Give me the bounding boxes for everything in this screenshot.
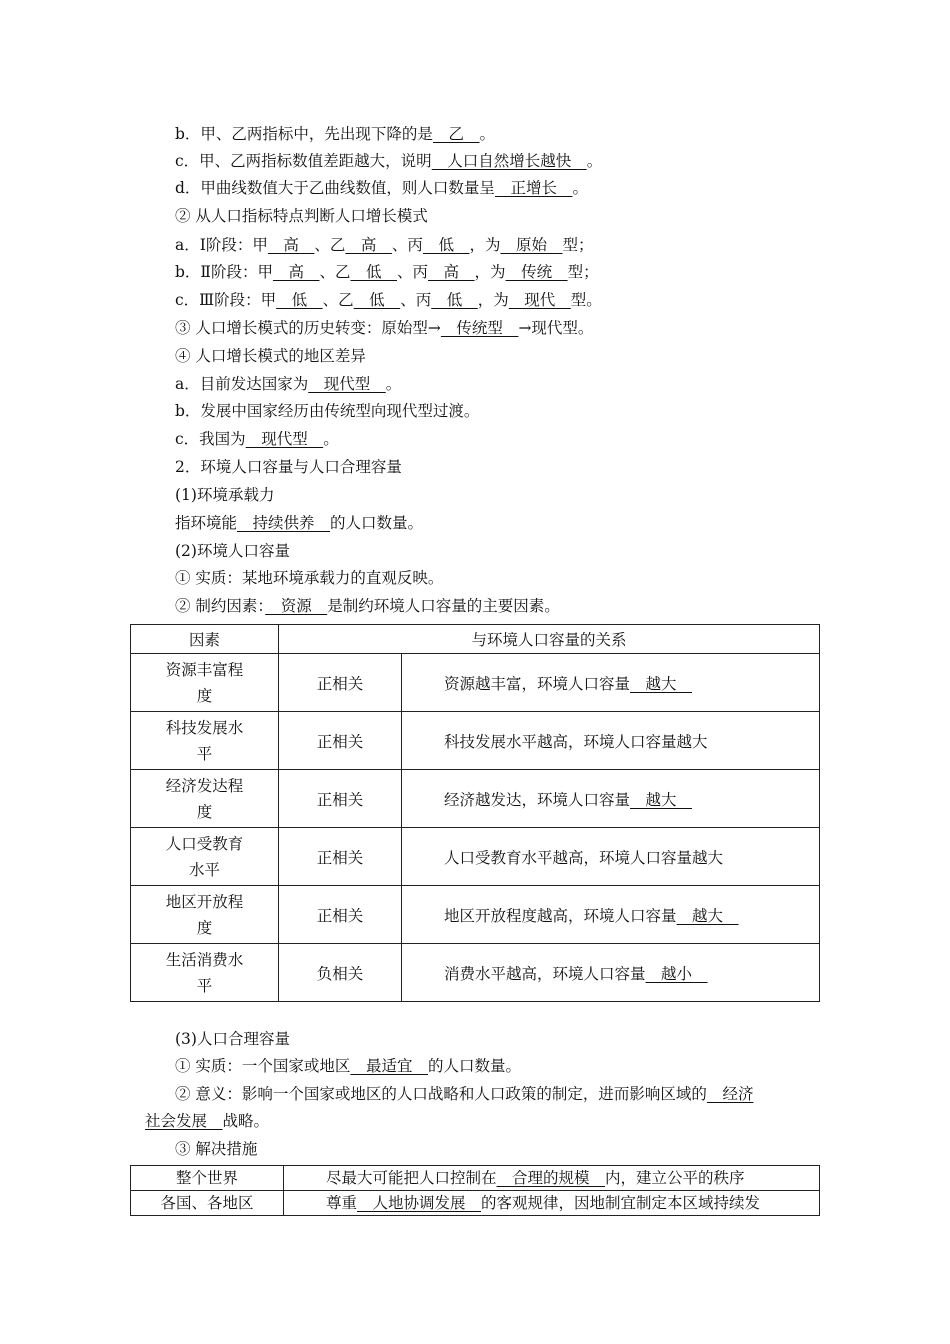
text-line (175, 541, 290, 561)
text-line (175, 429, 339, 449)
text-segment: (1)环境承载力 (175, 486, 275, 504)
text-line (175, 206, 428, 226)
text-segment: 。 (572, 179, 588, 197)
text-segment: ③ 解决措施 (175, 1140, 258, 1158)
relation-cell (402, 712, 820, 770)
text-line (175, 178, 588, 198)
answer-blank: 正增长 (494, 179, 573, 197)
text-segment: ① 实质：某地环境承载力的直观反映。 (175, 569, 444, 587)
text-line (175, 374, 401, 394)
answer-blank: 乙 (432, 125, 480, 143)
text-line (175, 596, 560, 616)
measures-table (130, 1165, 820, 1216)
text-segment: a．Ⅰ阶段：甲 (175, 236, 268, 254)
answer-blank: 传统型 (440, 319, 519, 337)
text-segment: ② 意义：影响一个国家或地区的人口战略和人口政策的制定，进而影响区域的 (175, 1085, 707, 1103)
factor-text: 度 (196, 686, 213, 705)
text-segment: b．Ⅱ阶段：甲 (175, 263, 273, 281)
answer-blank: 传统 (505, 263, 568, 281)
text-line (175, 124, 495, 144)
text-segment: 指环境能 (175, 514, 238, 532)
answer-blank: 越小 (645, 964, 708, 983)
answer-blank: 现代型 (308, 375, 386, 393)
text-segment: 。 (479, 125, 495, 143)
text-line (175, 318, 593, 338)
text-line (175, 401, 479, 421)
text-segment: b．甲、乙两指标中，先出现下降的是 (175, 125, 433, 143)
factor-cell (131, 770, 279, 828)
text-line (175, 485, 274, 505)
table-row (131, 712, 820, 770)
factor-text: 度 (196, 802, 213, 821)
text-segment: ③ 人口增长模式的历史转变：原始型→ (175, 319, 441, 337)
factor-cell (131, 828, 279, 886)
text-segment: 、乙 (314, 236, 346, 254)
scope-cell: 各国、各地区 (131, 1191, 284, 1216)
factor-cell (131, 944, 279, 1002)
scope-cell: 整个世界 (131, 1166, 284, 1191)
text-line (145, 1111, 269, 1131)
text-line (175, 457, 402, 477)
answer-blank: 越大 (630, 790, 693, 809)
answer-blank: 低 (350, 263, 398, 281)
text-segment: 资源越丰富，环境人口容量 (444, 674, 631, 693)
text-segment: a．目前发达国家为 (175, 375, 309, 393)
table-row (131, 886, 820, 944)
factor-text: 平 (196, 744, 213, 763)
relation-cell (402, 828, 820, 886)
answer-blank: 经济 (706, 1085, 754, 1103)
factor-text: 经济发达程 (165, 776, 244, 795)
factor-text: 平 (196, 976, 213, 995)
factor-cell (131, 886, 279, 944)
text-line (175, 151, 602, 171)
text-line (175, 1056, 521, 1076)
factor-text: 人口受教育 (165, 834, 244, 853)
answer-blank: 低 (431, 291, 478, 309)
text-segment: (3)人口合理容量 (175, 1030, 290, 1048)
text-segment: 2．环境人口容量与人口合理容量 (175, 458, 402, 476)
text-segment: ② 制约因素： (175, 597, 266, 615)
capacity-factor-table (130, 624, 820, 1002)
text-segment: 。 (323, 430, 339, 448)
correlation-cell: 正相关 (279, 654, 402, 712)
table-row (131, 1166, 820, 1191)
answer-blank: 越大 (676, 906, 739, 925)
answer-blank: 最适宜 (350, 1057, 428, 1075)
answer-blank: 社会发展 (145, 1112, 223, 1130)
text-line (175, 1029, 290, 1049)
text-segment: 、丙 (391, 236, 423, 254)
table-header-row (131, 625, 820, 654)
factor-cell (131, 712, 279, 770)
text-segment: 、丙 (400, 291, 432, 309)
text-line (175, 290, 602, 310)
relation-cell (402, 886, 820, 944)
text-line (175, 1139, 257, 1159)
measure-cell (284, 1166, 820, 1191)
factor-text: 科技发展水 (165, 718, 244, 737)
text-line (175, 262, 599, 282)
text-segment: ② 从人口指标特点判断人口增长模式 (175, 207, 428, 225)
relation-cell (402, 770, 820, 828)
text-segment: 是制约环境人口容量的主要因素。 (327, 597, 560, 615)
text-segment: 、乙 (322, 291, 354, 309)
table-row (131, 944, 820, 1002)
text-segment: 、丙 (397, 263, 429, 281)
factor-cell (131, 654, 279, 712)
text-segment: 战略。 (222, 1112, 270, 1130)
text-segment: 、乙 (319, 263, 351, 281)
factor-text: 度 (196, 918, 213, 937)
text-segment: 内，建立公平的秩序 (605, 1169, 745, 1187)
text-segment: 地区开放程度越高，环境人口容量 (444, 906, 677, 925)
text-segment: 科技发展水平越高，环境人口容量越大 (444, 732, 708, 751)
answer-blank: 持续供养 (237, 514, 331, 532)
table-row (131, 1191, 820, 1216)
text-segment: 。 (586, 152, 603, 170)
factor-text: 生活消费水 (165, 950, 244, 969)
text-segment: ① 实质：一个国家或地区 (175, 1057, 351, 1075)
text-segment: 尊重 (326, 1194, 358, 1212)
answer-blank: 低 (276, 291, 323, 309)
header-relation: 与环境人口容量的关系 (279, 625, 820, 654)
header-factor: 因素 (131, 625, 279, 654)
correlation-cell: 正相关 (279, 828, 402, 886)
text-segment: ④ 人口增长模式的地区差异 (175, 347, 366, 365)
table-row (131, 828, 820, 886)
answer-blank: 人口自然增长越快 (431, 152, 587, 170)
answer-blank: 原始 (500, 236, 563, 254)
text-segment: 的人口数量。 (330, 514, 424, 532)
text-line (175, 513, 423, 533)
text-segment: 经济越发达，环境人口容量 (444, 790, 631, 809)
correlation-cell: 正相关 (279, 770, 402, 828)
text-segment: 的客观规律，因地制宜制定本区域持续发 (481, 1194, 761, 1212)
text-segment: ，为 (474, 263, 506, 281)
text-segment: 人口受教育水平越高，环境人口容量越大 (444, 848, 724, 867)
text-segment: 消费水平越高，环境人口容量 (444, 964, 646, 983)
answer-blank: 人地协调发展 (357, 1194, 482, 1212)
text-segment: c．Ⅲ阶段：甲 (175, 291, 277, 309)
text-line (175, 1084, 753, 1104)
text-segment: 型； (567, 263, 599, 281)
text-segment: b．发展中国家经历由传统型向现代型过渡。 (175, 402, 480, 420)
text-segment: ，为 (477, 291, 509, 309)
text-segment: 。 (385, 375, 402, 393)
factor-text: 水平 (188, 860, 220, 879)
text-segment: (2)环境人口容量 (175, 542, 290, 560)
answer-blank: 现代型 (245, 430, 324, 448)
answer-blank: 高 (267, 236, 315, 254)
answer-blank: 现代 (508, 291, 571, 309)
measure-cell (284, 1191, 820, 1216)
text-segment: d．甲曲线数值大于乙曲线数值，则人口数量呈 (175, 179, 495, 197)
factor-text: 资源丰富程 (165, 660, 244, 679)
answer-blank: 高 (428, 263, 475, 281)
text-line (175, 346, 366, 366)
text-segment: 的人口数量。 (427, 1057, 521, 1075)
correlation-cell: 正相关 (279, 712, 402, 770)
answer-blank: 低 (353, 291, 401, 309)
relation-cell (402, 944, 820, 1002)
answer-blank: 越大 (630, 674, 693, 693)
table-row (131, 770, 820, 828)
text-segment: 型； (562, 236, 594, 254)
text-segment: ，为 (469, 236, 501, 254)
text-line (175, 568, 443, 588)
answer-blank: 资源 (265, 597, 328, 615)
text-segment: →现代型。 (518, 319, 594, 337)
answer-blank: 合理的规模 (496, 1169, 606, 1187)
answer-blank: 低 (422, 236, 470, 254)
text-segment: c．我国为 (175, 430, 246, 448)
text-segment: 型。 (570, 291, 602, 309)
text-line (175, 235, 594, 255)
text-segment: 尽最大可能把人口控制在 (326, 1169, 497, 1187)
table-row (131, 654, 820, 712)
correlation-cell: 正相关 (279, 886, 402, 944)
text-segment: c．甲、乙两指标数值差距越大，说明 (175, 152, 432, 170)
relation-cell (402, 654, 820, 712)
answer-blank: 高 (272, 263, 320, 281)
correlation-cell: 负相关 (279, 944, 402, 1002)
answer-blank: 高 (345, 236, 392, 254)
factor-text: 地区开放程 (165, 892, 244, 911)
